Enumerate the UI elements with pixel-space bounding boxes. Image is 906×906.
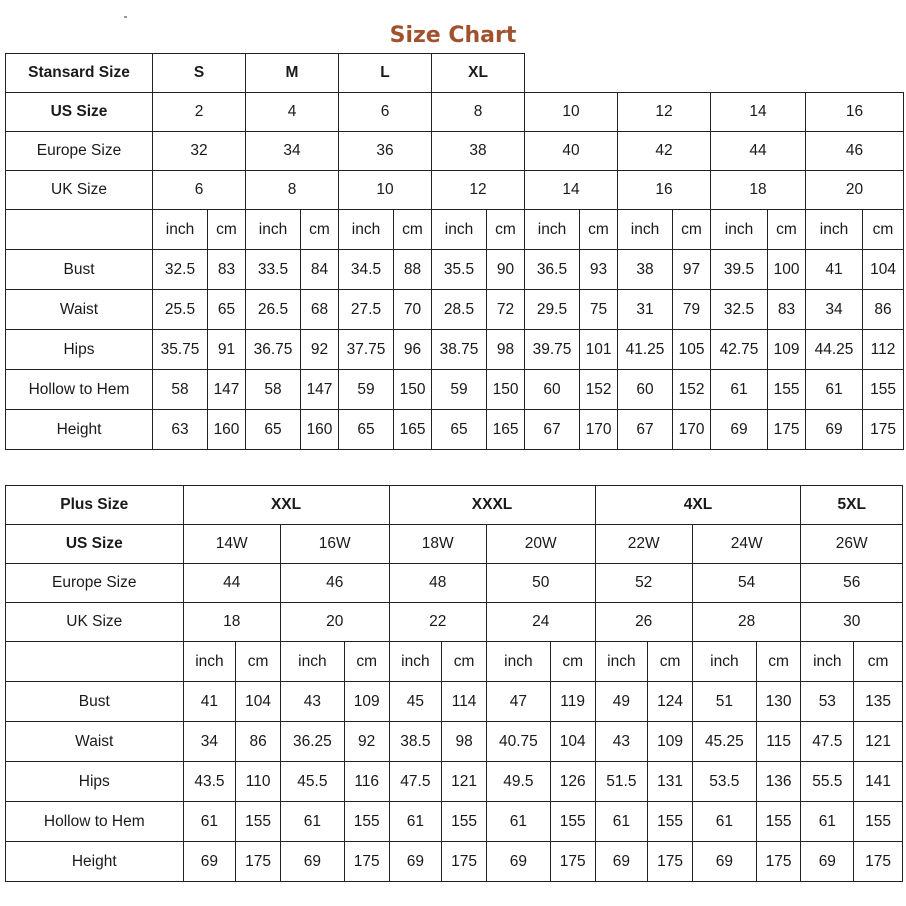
measurement-value: 65 xyxy=(246,410,301,450)
measurement-value: 160 xyxy=(208,410,246,450)
measurement-value: 93 xyxy=(580,250,618,290)
size-category-label: Stansard Size xyxy=(6,54,153,93)
measurement-value: 26.5 xyxy=(246,290,301,330)
measurement-value: 155 xyxy=(648,802,693,842)
measurement-value: 90 xyxy=(487,250,525,290)
unit-inch-label: inch xyxy=(595,642,648,682)
measurement-value: 33.5 xyxy=(246,250,301,290)
measurement-value: 121 xyxy=(442,762,487,802)
size-category-label: Plus Size xyxy=(6,486,184,525)
measurement-value: 60 xyxy=(618,370,673,410)
measurement-value: 170 xyxy=(673,410,711,450)
measurement-value: 41.25 xyxy=(618,330,673,370)
us-size-value: 24W xyxy=(692,525,801,564)
measurement-value: 38 xyxy=(618,250,673,290)
us-size-value: 20W xyxy=(486,525,595,564)
standard-size-table xyxy=(5,53,904,450)
measurement-value: 155 xyxy=(442,802,487,842)
europe-size-label: Europe Size xyxy=(6,564,184,603)
unit-inch-label: inch xyxy=(618,210,673,250)
unit-cm-label: cm xyxy=(768,210,806,250)
measurement-row-hollow-to-hem xyxy=(6,370,904,410)
uk-size-row xyxy=(6,603,903,642)
measurement-value: 104 xyxy=(236,682,281,722)
measurement-value: 58 xyxy=(153,370,208,410)
size-header-row xyxy=(6,486,903,525)
measurement-value: 88 xyxy=(394,250,432,290)
europe-size-value: 54 xyxy=(692,564,801,603)
unit-inch-label: inch xyxy=(432,210,487,250)
measurement-value: 175 xyxy=(442,842,487,882)
measurement-value: 92 xyxy=(301,330,339,370)
europe-size-value: 52 xyxy=(595,564,692,603)
measurement-value: 115 xyxy=(756,722,801,762)
europe-size-row xyxy=(6,132,904,171)
measurement-value: 43.5 xyxy=(183,762,236,802)
uk-size-value: 18 xyxy=(183,603,280,642)
us-size-value: 16W xyxy=(280,525,389,564)
measurement-value: 61 xyxy=(486,802,550,842)
measurement-value: 98 xyxy=(442,722,487,762)
measurement-value: 59 xyxy=(339,370,394,410)
measurement-value: 69 xyxy=(595,842,648,882)
measurement-value: 55.5 xyxy=(801,762,854,802)
us-size-value: 14W xyxy=(183,525,280,564)
uk-size-value: 20 xyxy=(280,603,389,642)
measurement-value: 34.5 xyxy=(339,250,394,290)
measurement-value: 45 xyxy=(389,682,442,722)
europe-size-value: 56 xyxy=(801,564,903,603)
measurement-value: 45.25 xyxy=(692,722,756,762)
measurement-value: 44.25 xyxy=(806,330,863,370)
unit-row-blank xyxy=(6,642,184,682)
measurement-label: Height xyxy=(6,410,153,450)
uk-size-value: 28 xyxy=(692,603,801,642)
measurement-value: 160 xyxy=(301,410,339,450)
unit-cm-label: cm xyxy=(648,642,693,682)
measurement-row-hips xyxy=(6,330,904,370)
measurement-value: 147 xyxy=(301,370,339,410)
size-header-row xyxy=(6,54,904,93)
measurement-value: 51.5 xyxy=(595,762,648,802)
uk-size-value: 10 xyxy=(339,171,432,210)
measurement-value: 155 xyxy=(756,802,801,842)
measurement-value: 75 xyxy=(580,290,618,330)
size-letter: XXXL xyxy=(389,486,595,525)
measurement-value: 40.75 xyxy=(486,722,550,762)
measurement-value: 165 xyxy=(487,410,525,450)
us-size-row xyxy=(6,93,904,132)
measurement-value: 155 xyxy=(854,802,903,842)
measurement-value: 61 xyxy=(595,802,648,842)
measurement-value: 61 xyxy=(711,370,768,410)
measurement-value: 152 xyxy=(673,370,711,410)
unit-cm-label: cm xyxy=(208,210,246,250)
measurement-value: 47.5 xyxy=(389,762,442,802)
europe-size-label: Europe Size xyxy=(6,132,153,171)
unit-cm-label: cm xyxy=(344,642,389,682)
measurement-value: 35.5 xyxy=(432,250,487,290)
measurement-label: Hips xyxy=(6,330,153,370)
size-letter: 5XL xyxy=(801,486,903,525)
size-letter: 4XL xyxy=(595,486,801,525)
plus-size-table xyxy=(5,485,903,882)
measurement-value: 70 xyxy=(394,290,432,330)
measurement-value: 109 xyxy=(344,682,389,722)
measurement-value: 61 xyxy=(692,802,756,842)
unit-cm-label: cm xyxy=(301,210,339,250)
measurement-value: 32.5 xyxy=(153,250,208,290)
measurement-value: 69 xyxy=(692,842,756,882)
measurement-value: 28.5 xyxy=(432,290,487,330)
measurement-value: 152 xyxy=(580,370,618,410)
europe-size-value: 46 xyxy=(806,132,904,171)
uk-size-label: UK Size xyxy=(6,603,184,642)
measurement-row-waist xyxy=(6,722,903,762)
europe-size-value: 36 xyxy=(339,132,432,171)
measurement-label: Bust xyxy=(6,250,153,290)
measurement-value: 155 xyxy=(236,802,281,842)
stray-mark xyxy=(124,16,127,18)
europe-size-value: 44 xyxy=(711,132,806,171)
measurement-value: 39.75 xyxy=(525,330,580,370)
measurement-value: 135 xyxy=(854,682,903,722)
unit-inch-label: inch xyxy=(389,642,442,682)
measurement-value: 155 xyxy=(550,802,595,842)
unit-cm-label: cm xyxy=(550,642,595,682)
measurement-value: 69 xyxy=(711,410,768,450)
europe-size-value: 42 xyxy=(618,132,711,171)
unit-cm-label: cm xyxy=(487,210,525,250)
measurement-value: 65 xyxy=(339,410,394,450)
europe-size-value: 32 xyxy=(153,132,246,171)
measurement-row-height xyxy=(6,410,904,450)
measurement-value: 175 xyxy=(648,842,693,882)
measurement-value: 126 xyxy=(550,762,595,802)
unit-cm-label: cm xyxy=(394,210,432,250)
measurement-label: Hollow to Hem xyxy=(6,370,153,410)
unit-inch-label: inch xyxy=(246,210,301,250)
measurement-value: 69 xyxy=(806,410,863,450)
us-size-value: 22W xyxy=(595,525,692,564)
unit-cm-label: cm xyxy=(673,210,711,250)
uk-size-row xyxy=(6,171,904,210)
measurement-value: 130 xyxy=(756,682,801,722)
measurement-value: 175 xyxy=(236,842,281,882)
europe-size-value: 46 xyxy=(280,564,389,603)
us-size-row xyxy=(6,525,903,564)
measurement-value: 67 xyxy=(525,410,580,450)
measurement-value: 175 xyxy=(756,842,801,882)
measurement-value: 41 xyxy=(806,250,863,290)
uk-size-value: 26 xyxy=(595,603,692,642)
measurement-value: 32.5 xyxy=(711,290,768,330)
measurement-value: 53 xyxy=(801,682,854,722)
size-letter: XL xyxy=(432,54,525,93)
measurement-value: 59 xyxy=(432,370,487,410)
uk-size-value: 16 xyxy=(618,171,711,210)
uk-size-value: 22 xyxy=(389,603,486,642)
measurement-value: 61 xyxy=(389,802,442,842)
measurement-value: 175 xyxy=(863,410,904,450)
measurement-value: 25.5 xyxy=(153,290,208,330)
measurement-value: 101 xyxy=(580,330,618,370)
measurement-value: 175 xyxy=(854,842,903,882)
measurement-value: 104 xyxy=(550,722,595,762)
europe-size-row xyxy=(6,564,903,603)
unit-cm-label: cm xyxy=(442,642,487,682)
measurement-value: 37.75 xyxy=(339,330,394,370)
measurement-value: 72 xyxy=(487,290,525,330)
measurement-value: 86 xyxy=(863,290,904,330)
us-size-value: 14 xyxy=(711,93,806,132)
measurement-value: 65 xyxy=(432,410,487,450)
europe-size-value: 34 xyxy=(246,132,339,171)
unit-inch-label: inch xyxy=(153,210,208,250)
measurement-value: 69 xyxy=(801,842,854,882)
unit-cm-label: cm xyxy=(580,210,618,250)
measurement-value: 67 xyxy=(618,410,673,450)
measurement-value: 175 xyxy=(344,842,389,882)
measurement-value: 155 xyxy=(863,370,904,410)
measurement-value: 105 xyxy=(673,330,711,370)
measurement-value: 43 xyxy=(595,722,648,762)
measurement-value: 69 xyxy=(389,842,442,882)
measurement-value: 79 xyxy=(673,290,711,330)
measurement-value: 51 xyxy=(692,682,756,722)
measurement-value: 49.5 xyxy=(486,762,550,802)
size-letter: XXL xyxy=(183,486,389,525)
unit-row-blank xyxy=(6,210,153,250)
us-size-value: 12 xyxy=(618,93,711,132)
measurement-value: 69 xyxy=(183,842,236,882)
measurement-value: 141 xyxy=(854,762,903,802)
measurement-value: 35.75 xyxy=(153,330,208,370)
unit-row xyxy=(6,642,903,682)
us-size-value: 6 xyxy=(339,93,432,132)
unit-inch-label: inch xyxy=(801,642,854,682)
measurement-value: 121 xyxy=(854,722,903,762)
us-size-value: 4 xyxy=(246,93,339,132)
uk-size-value: 14 xyxy=(525,171,618,210)
unit-inch-label: inch xyxy=(486,642,550,682)
measurement-value: 69 xyxy=(486,842,550,882)
unit-cm-label: cm xyxy=(756,642,801,682)
measurement-value: 175 xyxy=(768,410,806,450)
us-size-value: 16 xyxy=(806,93,904,132)
uk-size-value: 8 xyxy=(246,171,339,210)
unit-inch-label: inch xyxy=(280,642,344,682)
measurement-value: 36.75 xyxy=(246,330,301,370)
measurement-value: 97 xyxy=(673,250,711,290)
measurement-value: 109 xyxy=(768,330,806,370)
measurement-value: 155 xyxy=(768,370,806,410)
measurement-value: 65 xyxy=(208,290,246,330)
unit-inch-label: inch xyxy=(806,210,863,250)
unit-cm-label: cm xyxy=(854,642,903,682)
measurement-value: 155 xyxy=(344,802,389,842)
measurement-value: 119 xyxy=(550,682,595,722)
measurement-label: Hips xyxy=(6,762,184,802)
measurement-value: 58 xyxy=(246,370,301,410)
measurement-value: 36.5 xyxy=(525,250,580,290)
measurement-value: 39.5 xyxy=(711,250,768,290)
uk-size-value: 18 xyxy=(711,171,806,210)
measurement-value: 83 xyxy=(208,250,246,290)
unit-inch-label: inch xyxy=(525,210,580,250)
measurement-value: 47 xyxy=(486,682,550,722)
measurement-value: 53.5 xyxy=(692,762,756,802)
us-size-value: 26W xyxy=(801,525,903,564)
measurement-value: 61 xyxy=(183,802,236,842)
unit-inch-label: inch xyxy=(711,210,768,250)
us-size-value: 8 xyxy=(432,93,525,132)
europe-size-value: 38 xyxy=(432,132,525,171)
measurement-value: 27.5 xyxy=(339,290,394,330)
size-letter: S xyxy=(153,54,246,93)
measurement-value: 110 xyxy=(236,762,281,802)
us-size-value: 10 xyxy=(525,93,618,132)
measurement-value: 47.5 xyxy=(801,722,854,762)
measurement-value: 112 xyxy=(863,330,904,370)
measurement-value: 29.5 xyxy=(525,290,580,330)
measurement-value: 98 xyxy=(487,330,525,370)
unit-cm-label: cm xyxy=(236,642,281,682)
uk-size-value: 30 xyxy=(801,603,903,642)
measurement-row-bust xyxy=(6,250,904,290)
measurement-value: 61 xyxy=(806,370,863,410)
europe-size-value: 40 xyxy=(525,132,618,171)
measurement-value: 61 xyxy=(280,802,344,842)
us-size-value: 18W xyxy=(389,525,486,564)
uk-size-value: 20 xyxy=(806,171,904,210)
measurement-value: 41 xyxy=(183,682,236,722)
measurement-value: 45.5 xyxy=(280,762,344,802)
measurement-value: 114 xyxy=(442,682,487,722)
uk-size-value: 6 xyxy=(153,171,246,210)
measurement-value: 104 xyxy=(863,250,904,290)
size-letter: L xyxy=(339,54,432,93)
measurement-value: 49 xyxy=(595,682,648,722)
measurement-value: 42.75 xyxy=(711,330,768,370)
measurement-value: 136 xyxy=(756,762,801,802)
measurement-value: 34 xyxy=(806,290,863,330)
unit-inch-label: inch xyxy=(692,642,756,682)
uk-size-value: 12 xyxy=(432,171,525,210)
measurement-value: 124 xyxy=(648,682,693,722)
measurement-value: 91 xyxy=(208,330,246,370)
unit-inch-label: inch xyxy=(339,210,394,250)
measurement-value: 61 xyxy=(801,802,854,842)
measurement-value: 43 xyxy=(280,682,344,722)
measurement-row-waist xyxy=(6,290,904,330)
measurement-value: 86 xyxy=(236,722,281,762)
unit-cm-label: cm xyxy=(863,210,904,250)
measurement-value: 109 xyxy=(648,722,693,762)
uk-size-label: UK Size xyxy=(6,171,153,210)
measurement-label: Waist xyxy=(6,290,153,330)
unit-inch-label: inch xyxy=(183,642,236,682)
measurement-row-hollow-to-hem xyxy=(6,802,903,842)
measurement-value: 38.75 xyxy=(432,330,487,370)
measurement-value: 38.5 xyxy=(389,722,442,762)
measurement-row-bust xyxy=(6,682,903,722)
measurement-value: 68 xyxy=(301,290,339,330)
measurement-row-hips xyxy=(6,762,903,802)
us-size-label: US Size xyxy=(6,93,153,132)
europe-size-value: 50 xyxy=(486,564,595,603)
measurement-value: 96 xyxy=(394,330,432,370)
measurement-value: 100 xyxy=(768,250,806,290)
measurement-label: Waist xyxy=(6,722,184,762)
measurement-value: 116 xyxy=(344,762,389,802)
measurement-label: Bust xyxy=(6,682,184,722)
us-size-value: 2 xyxy=(153,93,246,132)
measurement-value: 34 xyxy=(183,722,236,762)
europe-size-value: 48 xyxy=(389,564,486,603)
us-size-label: US Size xyxy=(6,525,184,564)
measurement-value: 31 xyxy=(618,290,673,330)
europe-size-value: 44 xyxy=(183,564,280,603)
size-letter: M xyxy=(246,54,339,93)
measurement-value: 175 xyxy=(550,842,595,882)
measurement-value: 170 xyxy=(580,410,618,450)
page-title: Size Chart xyxy=(389,23,517,48)
measurement-value: 36.25 xyxy=(280,722,344,762)
measurement-value: 131 xyxy=(648,762,693,802)
measurement-value: 83 xyxy=(768,290,806,330)
measurement-row-height xyxy=(6,842,903,882)
measurement-value: 69 xyxy=(280,842,344,882)
measurement-label: Hollow to Hem xyxy=(6,802,184,842)
measurement-value: 60 xyxy=(525,370,580,410)
unit-row xyxy=(6,210,904,250)
uk-size-value: 24 xyxy=(486,603,595,642)
measurement-value: 150 xyxy=(394,370,432,410)
measurement-label: Height xyxy=(6,842,184,882)
measurement-value: 92 xyxy=(344,722,389,762)
measurement-value: 63 xyxy=(153,410,208,450)
measurement-value: 165 xyxy=(394,410,432,450)
measurement-value: 84 xyxy=(301,250,339,290)
measurement-value: 147 xyxy=(208,370,246,410)
measurement-value: 150 xyxy=(487,370,525,410)
